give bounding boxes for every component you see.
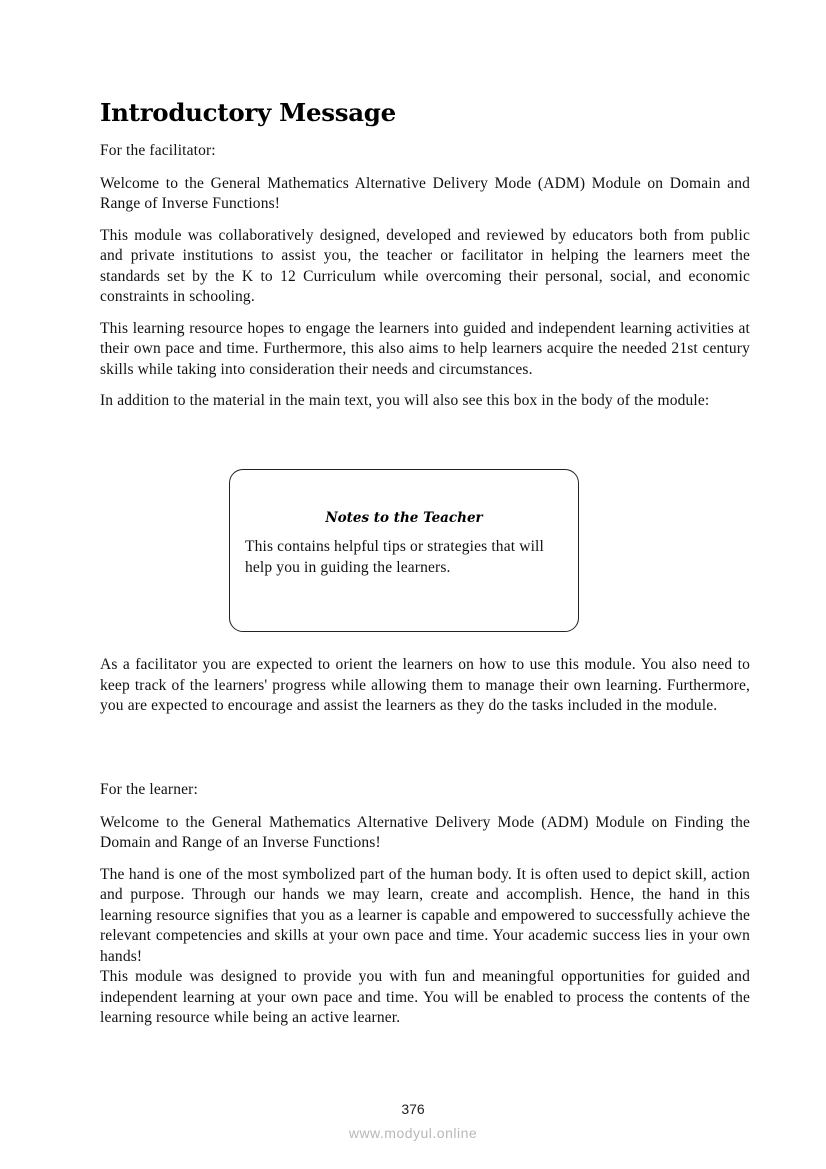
- page-number: 376: [401, 1101, 425, 1117]
- facilitator-welcome-paragraph: Welcome to the General Mathematics Alternative Delivery Mode (ADM) Module on Domain and Range of Inverse Functions!: [100, 174, 750, 212]
- notes-box-title: Notes to the Teacher: [325, 510, 483, 526]
- notes-to-teacher-box: [229, 469, 579, 632]
- page-title: Introductory Message: [100, 98, 396, 127]
- learner-section: [100, 780, 750, 1040]
- hand-symbol-paragraph: The hand is one of the most symbolized part of the human body. It is often used to depict skill, action and purpose. Through our hands we may learn, create and accomplish. Hence, the hand in this learning resource signifies that you as a learner is capable and empowered to successfully achieve the relevant competencies and skills at your own pace and time. Your academic success lies in your own hands!: [100, 865, 750, 965]
- learner-label: For the learner:: [100, 781, 198, 798]
- learner-welcome-paragraph: Welcome to the General Mathematics Alternative Delivery Mode (ADM) Module on Finding the Domain and Range of an Inverse Functions!: [100, 813, 750, 851]
- facilitator-label: For the facilitator:: [100, 142, 216, 159]
- facilitator-closing: [100, 655, 750, 728]
- facilitator-section: [100, 98, 750, 423]
- module-purpose-paragraph: This module was designed to provide you with fun and meaningful opportunities for guided and independent learning at your own pace and time. You will be enabled to process the contents of the learning resource while being an active learner.: [100, 968, 750, 1026]
- learning-resource-paragraph: This learning resource hopes to engage the learners into guided and independent learning activities at their own pace and time. Furthermore, this also aims to help learners acquire the needed 21st century skills while taking into consideration their needs and circumstances.: [100, 319, 750, 378]
- facilitator-closing-paragraph: As a facilitator you are expected to orient the learners on how to use this module. You also need to keep track of the learners' progress while allowing them to manage their own learning. Furthermore, you are expected to encourage and assist the learners as they do the tasks included in the module.: [100, 656, 750, 714]
- notes-box-body: This contains helpful tips or strategies that will help you in guiding the learners.: [245, 538, 544, 576]
- watermark: www.modyul.online: [348, 1125, 478, 1141]
- box-intro-paragraph: In addition to the material in the main text, you will also see this box in the body of the module:: [100, 392, 710, 409]
- module-design-paragraph: This module was collaboratively designed, developed and reviewed by educators both from public and private institutions to assist you, the teacher or facilitator in helping the learners meet the standards set by the K to 12 Curriculum while overcoming their personal, social, and economic constraints in schooling.: [100, 226, 750, 305]
